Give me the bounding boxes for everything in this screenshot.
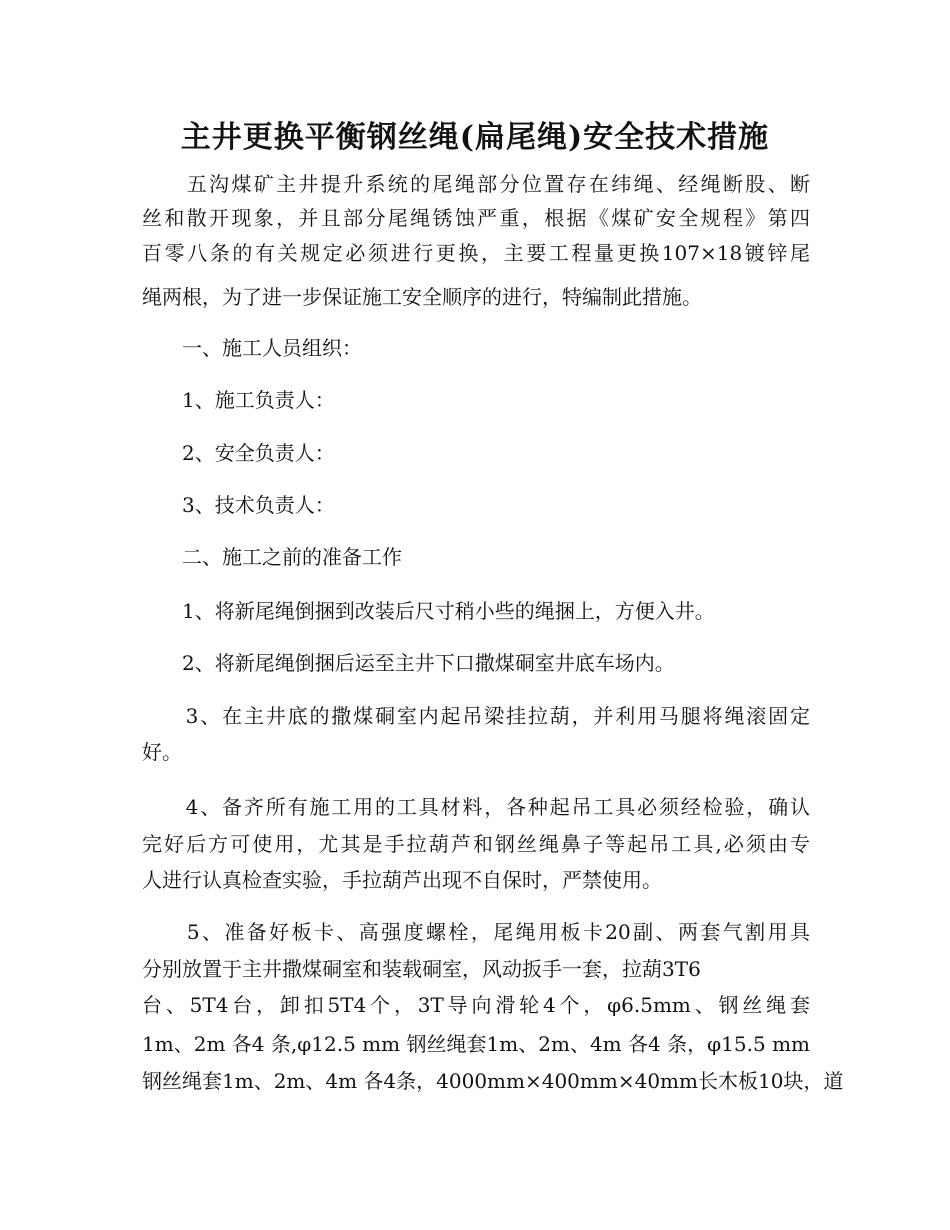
- item-2-5-line-3: 台、5T4台，卸扣5T4个，3T导向滑轮4个，φ6.5mm、钢丝绳套: [142, 993, 810, 1017]
- item-2-4-line-1: 4、备齐所有施工用的工具材料，各种起吊工具必须经检验，确认: [142, 795, 810, 819]
- section-heading-2: 二、施工之前的准备工作: [142, 545, 402, 569]
- intro-line-3: 百零八条的有关规定必须进行更换，主要工程量更换107×18镀锌尾: [142, 241, 810, 265]
- item-2-2: 2、将新尾绳倒捆后运至主井下口撒煤硐室井底车场内。: [142, 651, 675, 675]
- item-2-1: 1、将新尾绳倒捆到改装后尺寸稍小些的绳捆上，方便入井。: [142, 599, 715, 623]
- intro-line-1: 五沟煤矿主井提升系统的尾绳部分位置存在纬绳、经绳断股、断: [142, 172, 810, 196]
- item-2-4-line-2: 完好后方可使用，尤其是手拉葫芦和钢丝绳鼻子等起吊工具,必须由专: [142, 832, 810, 856]
- item-1-3: 3、技术负责人：: [142, 493, 335, 517]
- intro-line-2: 丝和散开现象，并且部分尾绳锈蚀严重，根据《煤矿安全规程》第四: [142, 206, 810, 230]
- item-1-2: 2、安全负责人：: [142, 441, 335, 465]
- item-2-3-line-2: 好。: [142, 740, 182, 764]
- item-2-5-line-5: 钢丝绳套1m、2m、4m 各4条，4000mm×400mm×40mm长木板10块，道: [142, 1069, 844, 1093]
- item-2-5-line-1: 5、准备好板卡、高强度螺栓，尾绳用板卡20副、两套气割用具: [142, 920, 810, 944]
- item-1-1: 1、施工负责人：: [142, 388, 335, 412]
- item-2-5-line-4: 1m、2m 各4 条,φ12.5 mm 钢丝绳套1m、2m、4m 各4 条，φ15.5 mm: [142, 1032, 810, 1056]
- item-2-5-line-2: 分别放置于主井撒煤硐室和装载硐室，风动扳手一套，拉葫3T6: [142, 957, 701, 981]
- item-2-4-line-3: 人进行认真检查实验，手拉葫芦出现不自保时，严禁使用。: [142, 868, 662, 892]
- section-heading-1: 一、施工人员组织：: [142, 336, 362, 360]
- intro-line-4: 绳两根，为了进一步保证施工安全顺序的进行，特编制此措施。: [142, 285, 702, 309]
- item-2-3-line-1: 3、在主井底的撒煤硐室内起吊梁挂拉葫，并利用马腿将绳滚固定: [142, 704, 810, 728]
- document-title: 主井更换平衡钢丝绳(扁尾绳)安全技术措施: [180, 120, 770, 155]
